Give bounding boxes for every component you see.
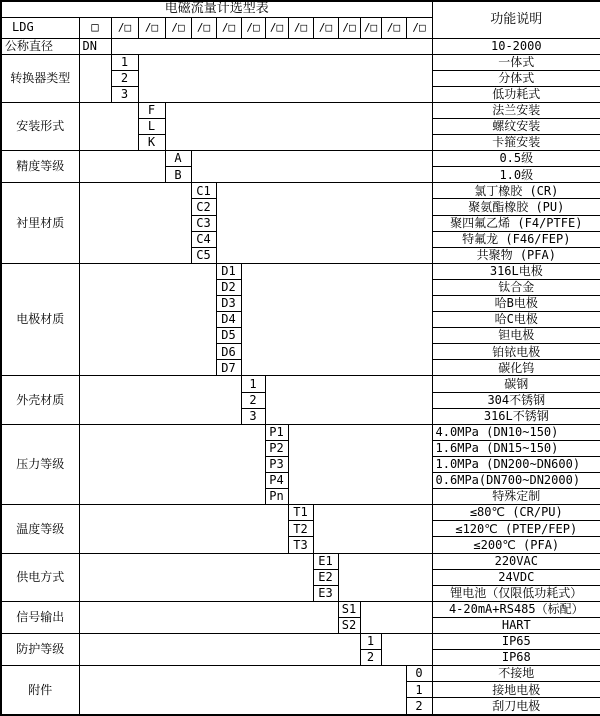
group-label-lining-material: 衬里材质 [1, 183, 79, 263]
option-code: D3 [216, 296, 241, 312]
option-desc: 316L电极 [432, 263, 600, 279]
option-desc: ≤80℃ (CR/PU) [432, 505, 600, 521]
gap-cell [138, 54, 432, 102]
option-desc: 钽电极 [432, 328, 600, 344]
gap-cell [79, 633, 360, 665]
option-desc: 钛合金 [432, 279, 600, 295]
option-desc: 不接地 [432, 666, 600, 682]
option-code: 2 [360, 650, 381, 666]
option-desc: 螺纹安装 [432, 118, 600, 134]
option-code: C4 [191, 231, 216, 247]
option-desc: ≤200℃ (PFA) [432, 537, 600, 553]
gap-cell [111, 38, 432, 54]
option-code: 1 [360, 633, 381, 649]
option-code: C1 [191, 183, 216, 199]
group-label-nominal-diameter: 公称直径 [1, 38, 79, 54]
gap-cell [360, 601, 432, 633]
option-code: 0 [406, 666, 432, 682]
model-slot-cell: /□ [241, 17, 265, 38]
option-code: 1 [241, 376, 265, 392]
option-desc: 法兰安装 [432, 102, 600, 118]
option-code: Pn [265, 489, 288, 505]
option-code: D4 [216, 312, 241, 328]
option-desc: 特殊定制 [432, 489, 600, 505]
model-slot-cell: /□ [265, 17, 288, 38]
option-code: K [138, 135, 165, 151]
option-desc: 10-2000 [432, 38, 600, 54]
option-code: D5 [216, 328, 241, 344]
option-desc: 4-20mA+RS485（标配） [432, 601, 600, 617]
option-desc: 聚四氟乙烯 (F4/PTFE) [432, 215, 600, 231]
option-desc: 碳化钨 [432, 360, 600, 376]
gap-cell [265, 376, 432, 424]
group-label-accuracy: 精度等级 [1, 151, 79, 183]
option-desc: 0.5级 [432, 151, 600, 167]
gap-cell [79, 151, 165, 183]
option-code: S1 [338, 601, 360, 617]
option-code: 2 [406, 698, 432, 715]
table-title: 电磁流量计选型表 [1, 1, 432, 17]
gap-cell [79, 601, 338, 633]
option-desc: 氯丁橡胶 (CR) [432, 183, 600, 199]
option-code: 2 [241, 392, 265, 408]
option-desc: 24VDC [432, 569, 600, 585]
option-desc: 220VAC [432, 553, 600, 569]
model-slot-cell: /□ [360, 17, 381, 38]
option-code: F [138, 102, 165, 118]
option-desc: 特氟龙 (F46/FEP) [432, 231, 600, 247]
option-code: T2 [288, 521, 313, 537]
option-code: P3 [265, 456, 288, 472]
gap-cell [216, 183, 432, 263]
option-code: S2 [338, 617, 360, 633]
option-desc: 锂电池（仅限低功耗式） [432, 585, 600, 601]
option-code: L [138, 118, 165, 134]
option-code: B [165, 167, 191, 183]
option-desc: 刮刀电极 [432, 698, 600, 715]
gap-cell [313, 505, 432, 553]
option-code: E2 [313, 569, 338, 585]
option-desc: 1.0MPa (DN200~DN600) [432, 456, 600, 472]
gap-cell [79, 183, 191, 263]
model-slot-cell: /□ [338, 17, 360, 38]
gap-cell [79, 54, 111, 102]
group-label-converter-type: 转换器类型 [1, 54, 79, 102]
gap-cell [241, 263, 432, 376]
option-code: C2 [191, 199, 216, 215]
option-code: 3 [111, 86, 138, 102]
option-code: C3 [191, 215, 216, 231]
option-code: P2 [265, 440, 288, 456]
group-label-pressure-rating: 压力等级 [1, 424, 79, 504]
gap-cell [191, 151, 432, 183]
option-code: DN [79, 38, 111, 54]
group-label-temperature-rating: 温度等级 [1, 505, 79, 553]
option-code: 1 [406, 682, 432, 698]
option-code: T1 [288, 505, 313, 521]
option-desc: 304不锈钢 [432, 392, 600, 408]
model-slot-cell: /□ [191, 17, 216, 38]
group-label-accessories: 附件 [1, 666, 79, 715]
gap-cell [79, 376, 241, 424]
group-label-protection-rating: 防护等级 [1, 633, 79, 665]
model-box-cell: □ [79, 17, 111, 38]
gap-cell [79, 102, 138, 150]
model-slot-cell: /□ [138, 17, 165, 38]
option-desc: ≤120℃ (PTEP/FEP) [432, 521, 600, 537]
model-slot-cell: /□ [288, 17, 313, 38]
option-desc: 4.0MPa (DN10~150) [432, 424, 600, 440]
function-column-header: 功能说明 [432, 1, 600, 38]
option-desc: 哈C电极 [432, 312, 600, 328]
option-code: D7 [216, 360, 241, 376]
model-slot-cell: /□ [406, 17, 432, 38]
gap-cell [79, 505, 288, 553]
model-slot-cell: /□ [313, 17, 338, 38]
group-label-housing-material: 外壳材质 [1, 376, 79, 424]
option-desc: 铂铱电极 [432, 344, 600, 360]
model-slot-cell: /□ [381, 17, 406, 38]
gap-cell [165, 102, 432, 150]
option-code: D1 [216, 263, 241, 279]
option-desc: 0.6MPa(DN700~DN2000) [432, 473, 600, 489]
option-code: A [165, 151, 191, 167]
group-label-electrode-material: 电极材质 [1, 263, 79, 376]
option-desc: 1.0级 [432, 167, 600, 183]
option-desc: 分体式 [432, 70, 600, 86]
option-desc: 哈B电极 [432, 296, 600, 312]
option-desc: 一体式 [432, 54, 600, 70]
option-code: E3 [313, 585, 338, 601]
model-slot-cell: /□ [216, 17, 241, 38]
option-code: E1 [313, 553, 338, 569]
group-label-signal-output: 信号输出 [1, 601, 79, 633]
option-desc: IP65 [432, 633, 600, 649]
option-desc: 1.6MPa (DN15~150) [432, 440, 600, 456]
gap-cell [79, 424, 265, 504]
model-prefix-cell: LDG [1, 17, 79, 38]
gap-cell [79, 666, 406, 715]
gap-cell [79, 553, 313, 601]
option-desc: 碳钢 [432, 376, 600, 392]
group-label-power-supply: 供电方式 [1, 553, 79, 601]
gap-cell [288, 424, 432, 504]
option-desc: HART [432, 617, 600, 633]
option-desc: 低功耗式 [432, 86, 600, 102]
gap-cell [79, 263, 216, 376]
model-slot-cell: /□ [165, 17, 191, 38]
group-label-install-type: 安装形式 [1, 102, 79, 150]
option-desc: 316L不锈钢 [432, 408, 600, 424]
option-desc: 聚氨酯橡胶 (PU) [432, 199, 600, 215]
option-code: 3 [241, 408, 265, 424]
gap-cell [381, 633, 432, 665]
option-code: C5 [191, 247, 216, 263]
option-code: 2 [111, 70, 138, 86]
option-desc: IP68 [432, 650, 600, 666]
option-code: D6 [216, 344, 241, 360]
option-desc: 接地电极 [432, 682, 600, 698]
option-desc: 卡箍安装 [432, 135, 600, 151]
gap-cell [338, 553, 432, 601]
option-code: P1 [265, 424, 288, 440]
option-desc: 共聚物 (PFA) [432, 247, 600, 263]
option-code: D2 [216, 279, 241, 295]
option-code: 1 [111, 54, 138, 70]
model-slot-cell: /□ [111, 17, 138, 38]
option-code: P4 [265, 473, 288, 489]
option-code: T3 [288, 537, 313, 553]
